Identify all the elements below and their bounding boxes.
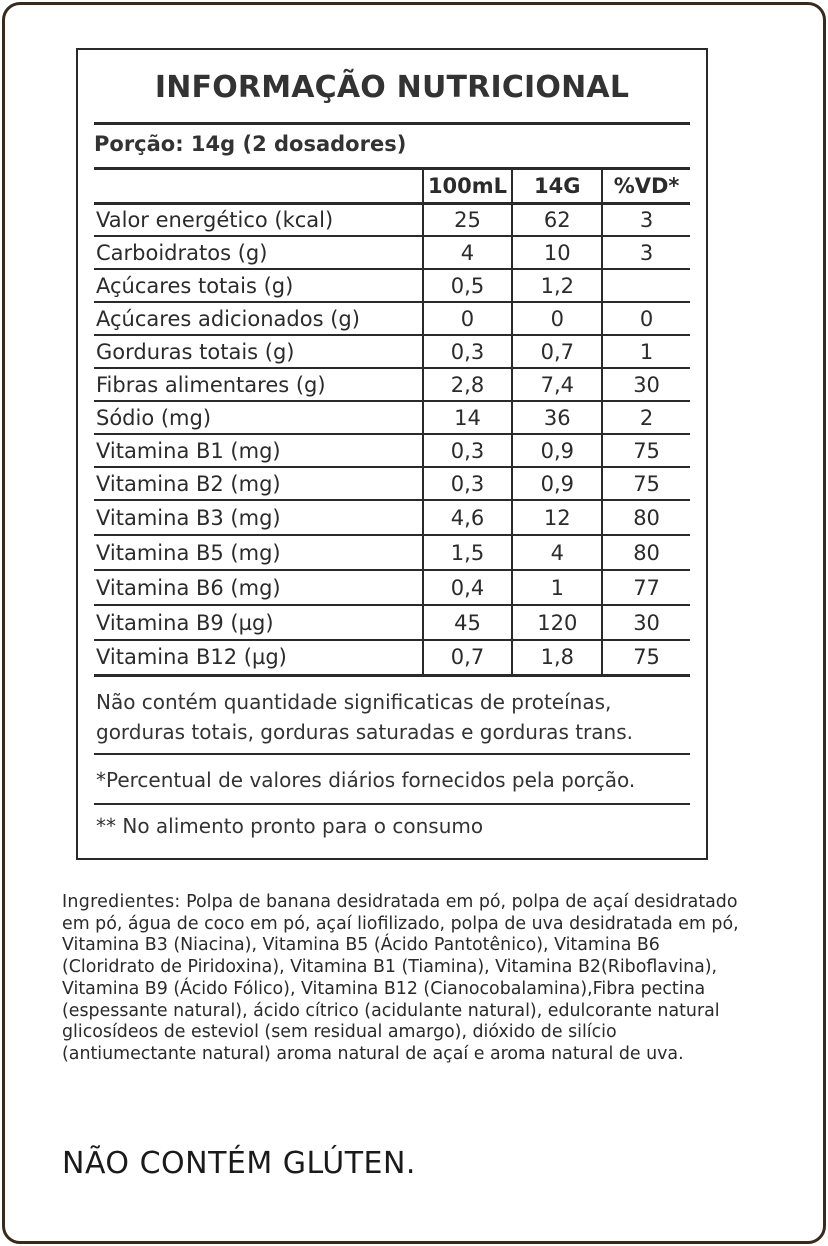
column-header-100ml: 100mL [423,170,513,203]
ingredients-text: Polpa de banana desidratada em pó, polpa de açaí desidratado em pó, água de coco em pó, açaí liofilizado, polpa de uva desidratada em pó, Vitamina B3 (Niacina), Vitamina B5 (Ácido Pantotênico), Vitamina B6 (Cloridrato de Piridoxina), Vitamina B1 (Tiamina), Vitamina B2(Riboflavina), Vitamina B9 (Ácido Fólico), Vitamina B12 (Cianocobalamina),Fibra pectina (espessante natural), ácido cítrico (acidulante natural), edulcorante natural glicosídeos de esteviol (sem residual amargo), dióxido de silício (antiumectante natural) aroma natural de açaí e aroma natural de uva. [62,892,739,1064]
value-14g: 10 [512,236,602,269]
value-vd: 75 [602,467,690,500]
nutrient-name: Fibras alimentares (g) [96,372,326,397]
nutrient-name: Vitamina B5 (mg) [96,540,281,565]
value-vd [602,269,690,302]
value-14g: 0 [512,302,602,335]
value-100ml: 25 [423,203,513,236]
table-row [94,535,690,570]
nutrition-label [76,48,708,860]
nutrient-name: Gorduras totais (g) [96,339,295,364]
value-100ml: 0,3 [423,467,513,500]
value-14g: 62 [512,203,602,236]
value-100ml: 2,8 [423,368,513,401]
value-14g: 120 [512,605,602,640]
table-row [94,500,690,535]
table-row [94,467,690,500]
nutrient-name: Vitamina B3 (mg) [96,505,281,530]
label-title: INFORMAÇÃO NUTRICIONAL [154,70,630,105]
nutrient-name: Vitamina B6 (mg) [96,575,281,600]
value-100ml: 1,5 [423,535,513,570]
table-row [94,605,690,640]
value-100ml: 0,3 [423,434,513,467]
value-vd: 77 [602,570,690,605]
table-row [94,368,690,401]
value-100ml: 4,6 [423,500,513,535]
value-vd: 75 [602,640,690,675]
table-row [94,570,690,605]
nutrient-name: Valor energético (kcal) [96,207,334,232]
value-100ml: 0,4 [423,570,513,605]
value-vd: 80 [602,535,690,570]
value-vd: 30 [602,605,690,640]
value-14g: 0,9 [512,467,602,500]
header-blank [94,170,423,203]
value-100ml: 0,7 [423,640,513,675]
value-14g: 1,2 [512,269,602,302]
value-vd: 3 [602,203,690,236]
value-14g: 1 [512,570,602,605]
value-vd: 1 [602,335,690,368]
value-100ml: 0,3 [423,335,513,368]
table-row [94,203,690,236]
value-14g: 0,7 [512,335,602,368]
nutrient-name: Açúcares adicionados (g) [96,306,360,331]
value-14g: 7,4 [512,368,602,401]
nutrient-name: Carboidratos (g) [96,240,268,265]
value-vd: 80 [602,500,690,535]
value-14g: 12 [512,500,602,535]
table-row [94,401,690,434]
value-vd: 3 [602,236,690,269]
nutrient-name: Vitamina B12 (µg) [96,645,287,670]
value-14g: 1,8 [512,640,602,675]
table-row [94,640,690,675]
value-14g: 4 [512,535,602,570]
column-header-vd: %VD* [602,170,690,203]
value-14g: 36 [512,401,602,434]
value-100ml: 14 [423,401,513,434]
gluten-free-statement: NÃO CONTÉM GLÚTEN. [62,1146,416,1181]
table-row [94,236,690,269]
ingredients-heading: Ingredientes: [62,892,181,912]
value-vd: 75 [602,434,690,467]
note-no-significant: Não contém quantidade significaticas de proteínas, gorduras totais, gorduras saturadas e gorduras trans. [96,689,633,744]
table-row [94,434,690,467]
nutrition-table [94,170,690,677]
nutrient-name: Vitamina B9 (µg) [96,610,274,635]
column-header-14g: 14G [512,170,602,203]
note-ready-to-eat: ** No alimento pronto para o consumo [96,813,484,838]
ingredients-paragraph [62,892,742,1066]
nutrient-name: Vitamina B1 (mg) [96,438,281,463]
value-14g: 0,9 [512,434,602,467]
nutrient-name: Vitamina B2 (mg) [96,471,281,496]
table-row [94,302,690,335]
value-100ml: 0,5 [423,269,513,302]
nutrient-name: Açúcares totais (g) [96,273,294,298]
value-100ml: 4 [423,236,513,269]
nutrient-name: Sódio (mg) [96,405,212,430]
table-row [94,335,690,368]
value-vd: 0 [602,302,690,335]
value-100ml: 0 [423,302,513,335]
table-row [94,269,690,302]
note-percent-daily: *Percentual de valores diários fornecidos pela porção. [96,767,636,792]
value-vd: 30 [602,368,690,401]
portion-size: Porção: 14g (2 dosadores) [94,132,407,156]
value-vd: 2 [602,401,690,434]
table-header-row [94,170,690,203]
value-100ml: 45 [423,605,513,640]
